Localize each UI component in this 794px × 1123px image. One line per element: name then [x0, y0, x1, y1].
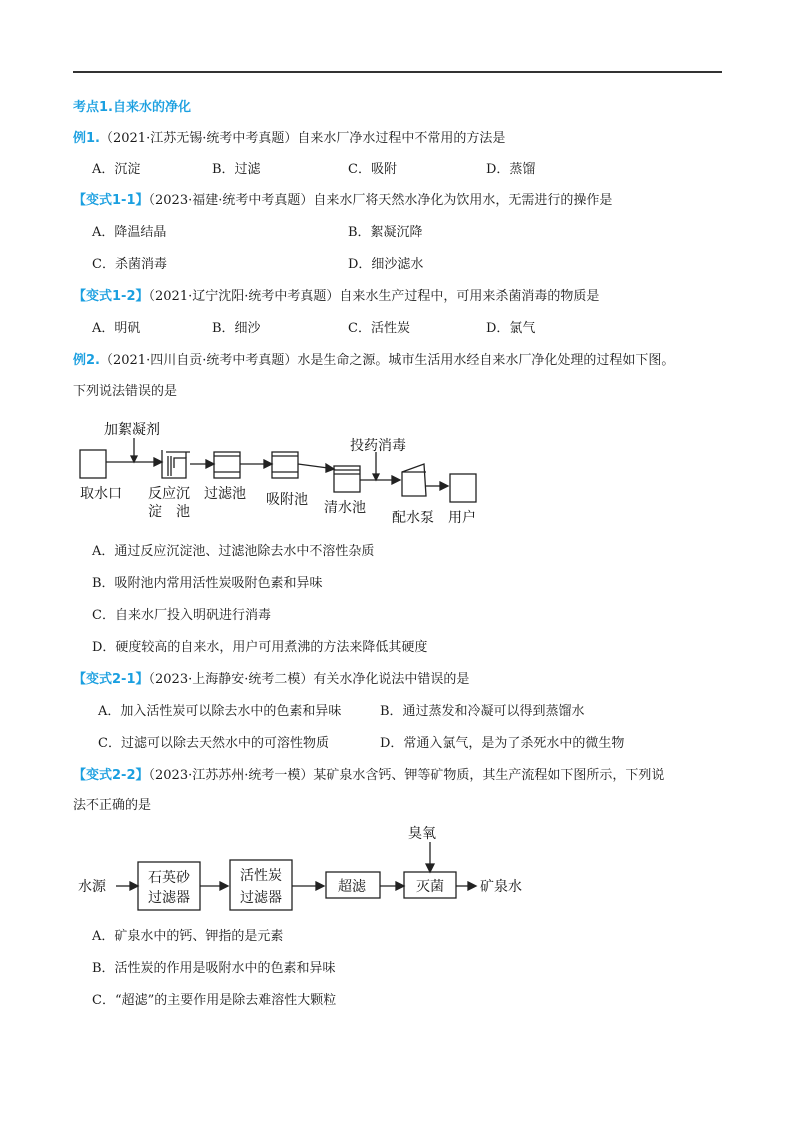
question-2: [73, 352, 674, 370]
variant-label: 【变式2-2】: [73, 768, 149, 783]
carbon-label-1: 活性炭: [240, 868, 282, 884]
variant-text: （2023·福建·统考中考真题）自来水厂将天然水净化为饮用水，无需进行的操作是: [148, 193, 613, 208]
option-c: C．活性炭: [348, 321, 410, 336]
option-c: C．自来水厂投入明矾进行消毒: [92, 608, 271, 623]
question-text: （2021·江苏无锡·统考中考真题）自来水厂净水过程中不常用的方法是: [99, 131, 506, 146]
option-a: A．明矾: [92, 321, 141, 336]
option-a: A．沉淀: [92, 162, 141, 177]
intake-label: 取水口: [80, 486, 122, 502]
reaction-label-1: 反应沉: [148, 486, 190, 502]
option-d: D．蒸馏: [486, 162, 536, 177]
variant-2-2: [73, 767, 664, 785]
source-label: 水源: [78, 879, 106, 895]
sterilize-label: 灭菌: [416, 879, 444, 895]
pump: [402, 464, 426, 496]
option-b: B．活性炭的作用是吸附水中的色素和异味: [92, 961, 336, 976]
option-a: A．通过反应沉淀池、过滤池除去水中不溶性杂质: [92, 544, 375, 559]
header-rule: [73, 71, 722, 73]
user-label: 用户: [448, 510, 476, 526]
option-b: B．过滤: [212, 162, 261, 177]
option-c: C．过滤可以除去天然水中的可溶性物质: [98, 736, 329, 751]
variant-2-1: [73, 671, 469, 689]
user-box: [450, 474, 476, 502]
option-b: B．细沙: [212, 321, 261, 336]
variant-text: （2023·江苏苏州·统考一模）某矿泉水含钙、钾等矿物质，其生产流程如下图所示，下列说: [148, 768, 665, 783]
variant-label: 【变式1-1】: [73, 193, 149, 208]
variant-label: 【变式1-2】: [73, 289, 149, 304]
variant-1-1: [73, 192, 612, 210]
reaction-tank: [162, 450, 186, 478]
variant-text: （2023·上海静安·统考二模）有关水净化说法中错误的是: [148, 672, 470, 687]
question-1: [73, 130, 505, 148]
adsorb-label: 吸附池: [266, 492, 308, 508]
reaction-label-2: 淀 池: [148, 504, 190, 520]
option-d: D．氯气: [486, 321, 536, 336]
variant-label: 【变式2-1】: [73, 672, 149, 687]
option-c: C．“超滤”的主要作用是除去难溶性大颗粒: [92, 993, 337, 1008]
ozone-label: 臭氧: [408, 826, 436, 842]
section-heading: 考点1.自来水的净化: [73, 100, 191, 115]
carbon-label-2: 过滤器: [240, 890, 282, 906]
mineral-water-diagram: [74, 820, 544, 920]
question-2-line2: 下列说法错误的是: [73, 384, 178, 399]
option-c: C．杀菌消毒: [92, 257, 167, 272]
option-d: D．细沙滤水: [348, 257, 424, 272]
pump-label: 配水泵: [392, 510, 434, 526]
variant-1-2: [73, 288, 599, 306]
option-b: B．絮凝沉降: [348, 225, 423, 240]
filter-label: 过滤池: [204, 486, 246, 502]
option-c: C．吸附: [348, 162, 397, 177]
question-label: 例1.: [73, 131, 100, 146]
option-a: A．矿泉水中的钙、钾指的是元素: [92, 929, 284, 944]
variant-2-2-line2: 法不正确的是: [73, 798, 152, 813]
clear-label: 清水池: [324, 500, 366, 516]
disinfect-label: 投药消毒: [350, 438, 406, 454]
intake-box: [80, 450, 106, 478]
question-text: （2021·四川自贡·统考中考真题）水是生命之源。城市生活用水经自来水厂净化处理的过程如下图。: [99, 353, 675, 368]
option-d: D．常通入氯气，是为了杀死水中的微生物: [380, 736, 625, 751]
product-label: 矿泉水: [480, 879, 522, 895]
option-a: A．加入活性炭可以除去水中的色素和异味: [98, 704, 342, 719]
variant-text: （2021·辽宁沈阳·统考中考真题）自来水生产过程中，可用来杀菌消毒的物质是: [148, 289, 600, 304]
quartz-label-2: 过滤器: [148, 890, 190, 906]
option-d: D．硬度较高的自来水，用户可用煮沸的方法来降低其硬度: [92, 640, 428, 655]
coagulant-label: 加絮凝剂: [104, 422, 160, 438]
question-label: 例2.: [73, 353, 100, 368]
option-b: B．通过蒸发和冷凝可以得到蒸馏水: [380, 704, 585, 719]
ultra-label: 超滤: [338, 879, 366, 895]
option-a: A．降温结晶: [92, 225, 167, 240]
quartz-label-1: 石英砂: [148, 870, 190, 886]
waterworks-diagram: [74, 412, 494, 527]
option-b: B．吸附池内常用活性炭吸附色素和异味: [92, 576, 323, 591]
